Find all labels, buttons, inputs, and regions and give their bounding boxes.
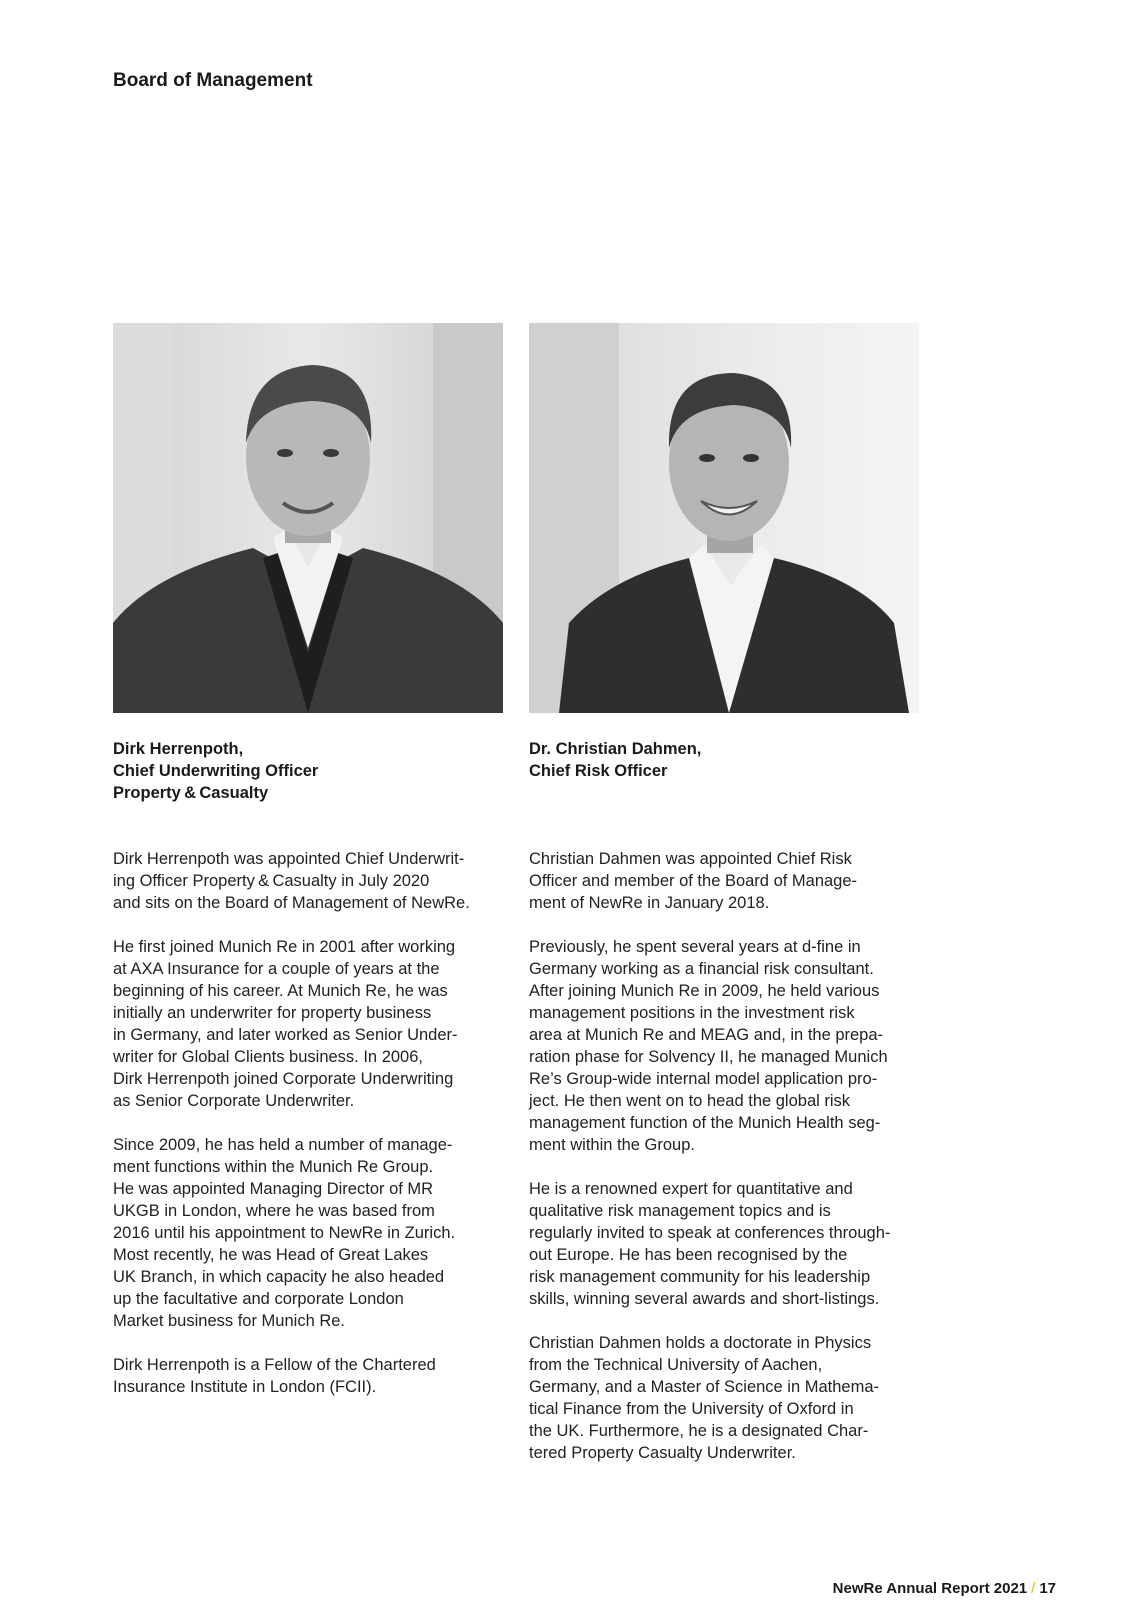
bio-line: Christian Dahmen holds a doctorate in Physics bbox=[529, 1334, 872, 1352]
caption-line: Chief Risk Officer bbox=[529, 762, 668, 780]
bio-christian-dahmen bbox=[529, 848, 939, 1486]
bio-line: beginning of his career. At Munich Re, he was bbox=[113, 982, 448, 1000]
bio-line: skills, winning several awards and short-listings. bbox=[529, 1290, 880, 1308]
bio-line: Market business for Munich Re. bbox=[113, 1312, 346, 1330]
bio-line: at AXA Insurance for a couple of years at the bbox=[113, 960, 440, 978]
bio-line: ration phase for Solvency II, he managed Munich bbox=[529, 1048, 888, 1066]
page-number: 17 bbox=[1039, 1580, 1056, 1597]
bio-line: Since 2009, he has held a number of manage- bbox=[113, 1136, 453, 1154]
bio-line: Previously, he spent several years at d-fine in bbox=[529, 938, 861, 956]
bio-line: in Germany, and later worked as Senior Under- bbox=[113, 1026, 458, 1044]
bio-line: Dirk Herrenpoth was appointed Chief Underwrit- bbox=[113, 850, 465, 868]
portrait-photo-dirk-herrenpoth bbox=[113, 323, 503, 713]
portrait-photo-christian-dahmen bbox=[529, 323, 919, 713]
bio-line: ject. He then went on to head the global risk bbox=[529, 1092, 851, 1110]
caption-line: Chief Underwriting Officer bbox=[113, 762, 319, 780]
bio-line: He first joined Munich Re in 2001 after working bbox=[113, 938, 456, 956]
bio-paragraph bbox=[113, 848, 523, 914]
bio-line: as Senior Corporate Underwriter. bbox=[113, 1092, 355, 1110]
bio-line: 2016 until his appointment to NewRe in Zurich. bbox=[113, 1224, 456, 1242]
footer-report-title: NewRe Annual Report 2021 bbox=[832, 1580, 1028, 1597]
bio-line: He is a renowned expert for quantitative and bbox=[529, 1180, 853, 1198]
bio-line: from the Technical University of Aachen, bbox=[529, 1356, 823, 1374]
bio-line: Officer and member of the Board of Manage- bbox=[529, 872, 858, 890]
bio-line: management function of the Munich Health seg- bbox=[529, 1114, 881, 1132]
bio-line: Dirk Herrenpoth joined Corporate Underwriting bbox=[113, 1070, 454, 1088]
bio-line: Christian Dahmen was appointed Chief Risk bbox=[529, 850, 852, 868]
bio-line: ment of NewRe in January 2018. bbox=[529, 894, 770, 912]
bio-paragraph bbox=[529, 1178, 939, 1310]
bio-line: UKGB in London, where he was based from bbox=[113, 1202, 435, 1220]
bio-dirk-herrenpoth bbox=[113, 848, 523, 1420]
bio-line: initially an underwriter for property business bbox=[113, 1004, 432, 1022]
bio-line: the UK. Furthermore, he is a designated Char- bbox=[529, 1422, 869, 1440]
bio-line: tical Finance from the University of Oxford in bbox=[529, 1400, 854, 1418]
section-title: Board of Management bbox=[113, 70, 313, 91]
bio-line: UK Branch, in which capacity he also headed bbox=[113, 1268, 445, 1286]
caption-christian-dahmen bbox=[529, 738, 929, 782]
bio-line: Germany, and a Master of Science in Mathema- bbox=[529, 1378, 880, 1396]
bio-line: After joining Munich Re in 2009, he held various bbox=[529, 982, 880, 1000]
bio-paragraph bbox=[529, 848, 939, 914]
caption-line: Dirk Herrenpoth, bbox=[113, 740, 244, 758]
bio-paragraph bbox=[113, 936, 523, 1112]
bio-line: Dirk Herrenpoth is a Fellow of the Chartered bbox=[113, 1356, 436, 1374]
bio-line: He was appointed Managing Director of MR bbox=[113, 1180, 434, 1198]
bio-line: Most recently, he was Head of Great Lakes bbox=[113, 1246, 429, 1264]
bio-line: regularly invited to speak at conferences through- bbox=[529, 1224, 891, 1242]
bio-line: up the facultative and corporate London bbox=[113, 1290, 404, 1308]
bio-line: writer for Global Clients business. In 2006, bbox=[113, 1048, 423, 1066]
bio-line: qualitative risk management topics and is bbox=[529, 1202, 831, 1220]
bio-line: management positions in the investment risk bbox=[529, 1004, 855, 1022]
bio-line: tered Property Casualty Underwriter. bbox=[529, 1444, 796, 1462]
bio-line: out Europe. He has been recognised by the bbox=[529, 1246, 848, 1264]
bio-paragraph bbox=[529, 936, 939, 1156]
bio-line: Insurance Institute in London (FCII). bbox=[113, 1378, 377, 1396]
caption-dirk-herrenpoth bbox=[113, 738, 513, 804]
bio-line: ing Officer Property & Casualty in July 2020 bbox=[113, 872, 430, 890]
bio-line: Germany working as a financial risk consultant. bbox=[529, 960, 874, 978]
bio-line: Re’s Group-wide internal model application pro- bbox=[529, 1070, 878, 1088]
bio-line: ment within the Group. bbox=[529, 1136, 695, 1154]
footer-separator: / bbox=[1031, 1580, 1036, 1597]
bio-paragraph bbox=[113, 1134, 523, 1332]
page-footer bbox=[833, 1580, 1056, 1597]
caption-line: Dr. Christian Dahmen, bbox=[529, 740, 702, 758]
bio-paragraph bbox=[113, 1354, 523, 1398]
bio-line: area at Munich Re and MEAG and, in the prepa- bbox=[529, 1026, 884, 1044]
bio-line: and sits on the Board of Management of NewRe. bbox=[113, 894, 470, 912]
bio-paragraph bbox=[529, 1332, 939, 1464]
caption-line: Property & Casualty bbox=[113, 784, 269, 802]
bio-line: risk management community for his leadership bbox=[529, 1268, 871, 1286]
bio-line: ment functions within the Munich Re Group. bbox=[113, 1158, 434, 1176]
